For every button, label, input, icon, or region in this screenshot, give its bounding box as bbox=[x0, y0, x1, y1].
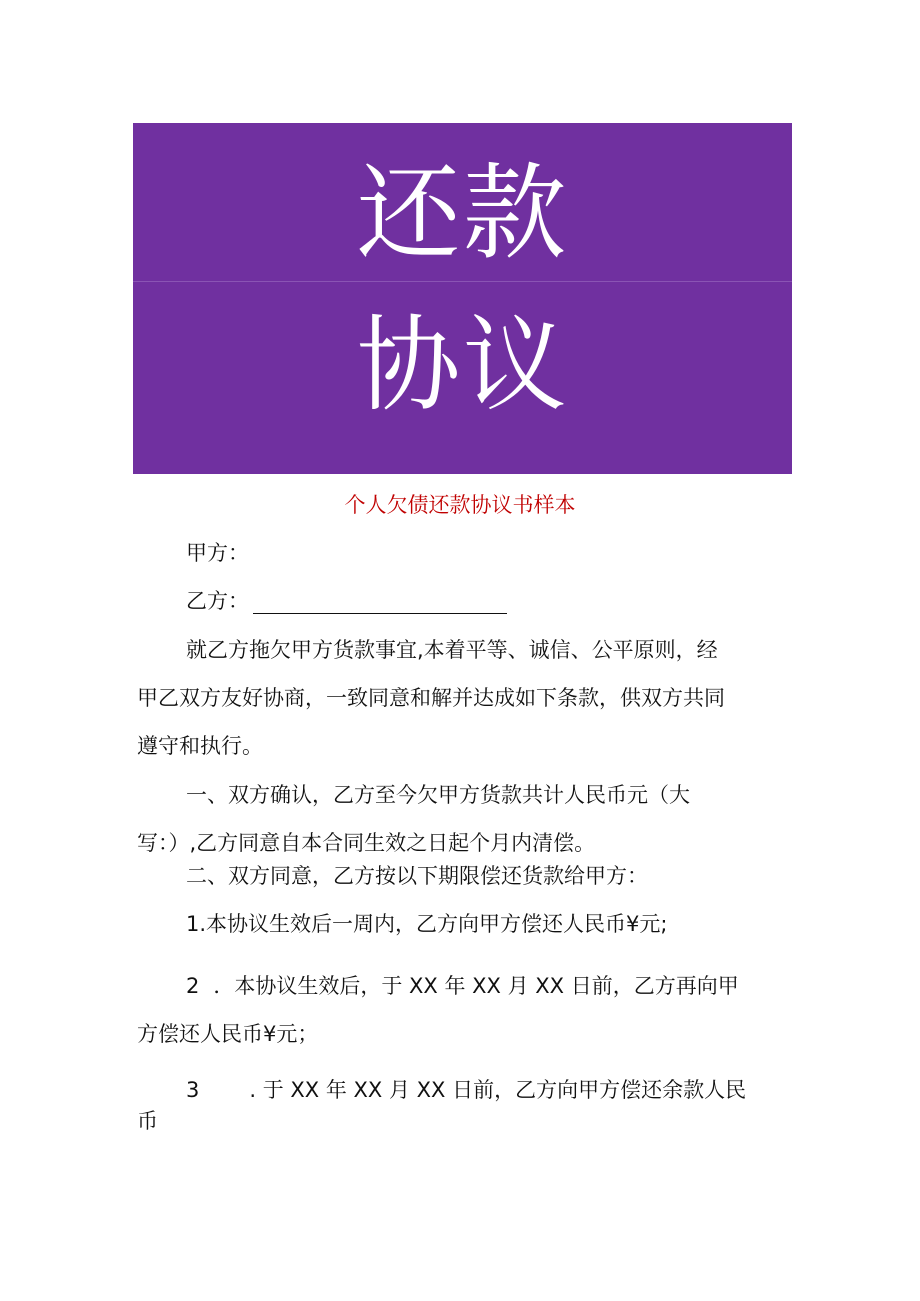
payment-item-2-continued: 方偿还人民币¥元； bbox=[137, 1022, 319, 1046]
banner-title-line-1: 还款 bbox=[356, 152, 569, 274]
payment-item-3-continued: 币 bbox=[137, 1109, 158, 1133]
party-b-label: 乙方： bbox=[186, 589, 249, 613]
payment-item-3-number: 3 bbox=[186, 1078, 200, 1102]
intro-line-3: 遵守和执行。 bbox=[137, 734, 263, 758]
intro-line-2: 甲乙双方友好协商，一致同意和解并达成如下条款，供双方共同 bbox=[137, 686, 725, 710]
banner-title-line-2: 协议 bbox=[356, 304, 569, 426]
payment-item-2-text: ．本协议生效后，于 XX 年 XX 月 XX 日前，乙方再向甲 bbox=[213, 974, 739, 998]
payment-item-3-text: . 于 XX 年 XX 月 XX 日前，乙方向甲方偿还余款人民 bbox=[249, 1078, 747, 1102]
clause-2: 二、双方同意，乙方按以下期限偿还货款给甲方： bbox=[186, 864, 648, 888]
party-b-row bbox=[186, 586, 507, 616]
payment-item-3 bbox=[186, 1075, 746, 1105]
party-a-label: 甲方： bbox=[186, 541, 249, 565]
banner-divider bbox=[133, 281, 792, 282]
clause-1-line-1: 一、双方确认，乙方至今欠甲方货款共计人民币元（大 bbox=[186, 783, 690, 807]
intro-line-1: 就乙方拖欠甲方货款事宜,本着平等、诚信、公平原则，经 bbox=[186, 638, 718, 662]
payment-item-2-number: 2 bbox=[186, 974, 200, 998]
document-subtitle: 个人欠债还款协议书样本 bbox=[344, 493, 576, 517]
payment-item-2 bbox=[186, 971, 739, 1001]
title-banner bbox=[133, 123, 792, 474]
payment-item-1: 1.本协议生效后一周内，乙方向甲方偿还人民币¥元; bbox=[186, 912, 668, 936]
clause-1-line-2: 写：）,乙方同意自本合同生效之日起个月内清偿。 bbox=[137, 831, 596, 855]
party-b-blank-line bbox=[253, 612, 507, 614]
